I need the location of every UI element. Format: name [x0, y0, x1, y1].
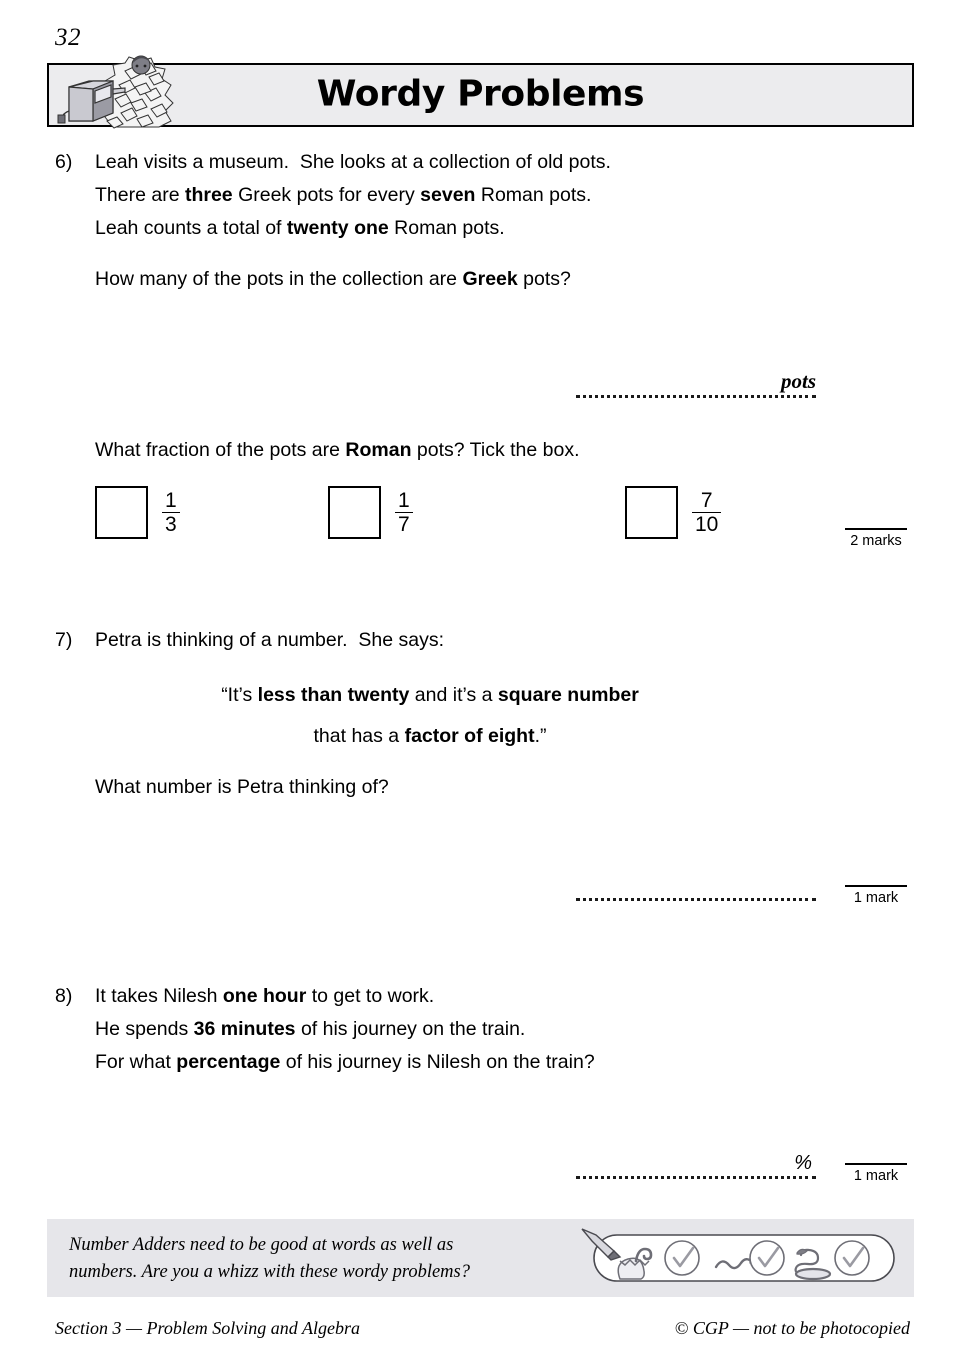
question-7-marks: [845, 885, 907, 909]
question-7-text: [95, 624, 915, 657]
page-title: Wordy Problems: [316, 73, 645, 115]
question-8-line-2: He spends 36 minutes of his journey on the train.: [95, 1018, 526, 1040]
tip-note-panel: [47, 1219, 914, 1297]
question-6-prompt: How many of the pots in the collection are Greek pots?: [95, 268, 571, 290]
question-6-text: [95, 146, 915, 296]
question-6-line-2: There are three Greek pots for every seven Roman pots.: [95, 184, 592, 206]
tick-box-1[interactable]: [95, 486, 148, 539]
page-title-bar: [47, 63, 914, 127]
answer-dots: [576, 395, 816, 398]
question-8-line-3: For what percentage of his journey is Nilesh on the train?: [95, 1051, 595, 1073]
page-footer: [55, 1318, 910, 1339]
tip-note-line-2: numbers. Are you a whizz with these wordy problems?: [69, 1262, 470, 1282]
fraction-1-denominator: 3: [162, 512, 180, 536]
tick-box-3[interactable]: [625, 486, 678, 539]
question-8-answer-line[interactable]: [576, 1152, 816, 1179]
question-7: [55, 624, 915, 804]
question-8-number: 8): [55, 985, 73, 1007]
fraction-3: [692, 489, 721, 536]
question-6: [55, 146, 915, 296]
tick-option-2[interactable]: [328, 486, 413, 539]
question-7-marks-label: 1 mark: [853, 890, 899, 906]
question-6-marks: [845, 528, 907, 552]
question-8-marks: [845, 1163, 907, 1187]
tip-note-text: [69, 1232, 589, 1286]
tick-option-1[interactable]: [95, 486, 180, 539]
question-8-line-1: It takes Nilesh one hour to get to work.: [95, 985, 435, 1007]
page-number: 32: [55, 24, 81, 51]
answer-dots: [576, 1176, 816, 1179]
fraction-2-denominator: 7: [395, 512, 413, 536]
fraction-1: [162, 489, 180, 536]
fraction-3-numerator: 7: [700, 489, 713, 512]
question-8-marks-label: 1 mark: [853, 1168, 899, 1184]
tick-box-2[interactable]: [328, 486, 381, 539]
question-6-answer-line[interactable]: [576, 369, 816, 398]
question-6-line-1: Leah visits a museum. She looks at a collection of old pots.: [95, 151, 611, 173]
answer-unit-percent: %: [794, 1152, 812, 1174]
question-7-number: 7): [55, 629, 73, 651]
answer-dots: [576, 898, 816, 901]
question-7-answer-line[interactable]: [576, 879, 816, 901]
question-7-quote: [95, 657, 915, 757]
footer-copyright: © CGP — not to be photocopied: [674, 1318, 910, 1338]
pencil-egg-snake-ticks-icon: [580, 1227, 900, 1289]
question-6-line-3: Leah counts a total of twenty one Roman pots.: [95, 217, 505, 239]
answer-unit-pots: pots: [780, 369, 816, 393]
question-6-number: 6): [55, 151, 73, 173]
fraction-2-numerator: 1: [398, 489, 410, 512]
question-7-prompt: What number is Petra thinking of?: [95, 776, 389, 798]
question-7-quote-line-1: “It’s less than twenty and it’s a square number: [221, 684, 639, 706]
tick-box-row: [55, 486, 915, 546]
question-6-sub-prompt-rendered: What fraction of the pots are Roman pots? Tick the box.: [95, 439, 580, 461]
fraction-3-denominator: 10: [692, 512, 721, 536]
tick-option-3[interactable]: [625, 486, 721, 539]
question-8: [55, 980, 915, 1079]
fraction-2: [395, 489, 413, 536]
question-8-text: [95, 980, 915, 1079]
question-6-marks-label: 2 marks: [850, 533, 902, 549]
question-7-quote-line-2: that has a factor of eight.”: [313, 725, 547, 747]
fraction-1-numerator: 1: [165, 489, 177, 512]
question-7-line-1: Petra is thinking of a number. She says:: [95, 629, 445, 651]
tip-note-line-1: Number Adders need to be good at words as well as: [69, 1235, 454, 1255]
footer-section-label: Section 3 — Problem Solving and Algebra: [55, 1318, 360, 1338]
